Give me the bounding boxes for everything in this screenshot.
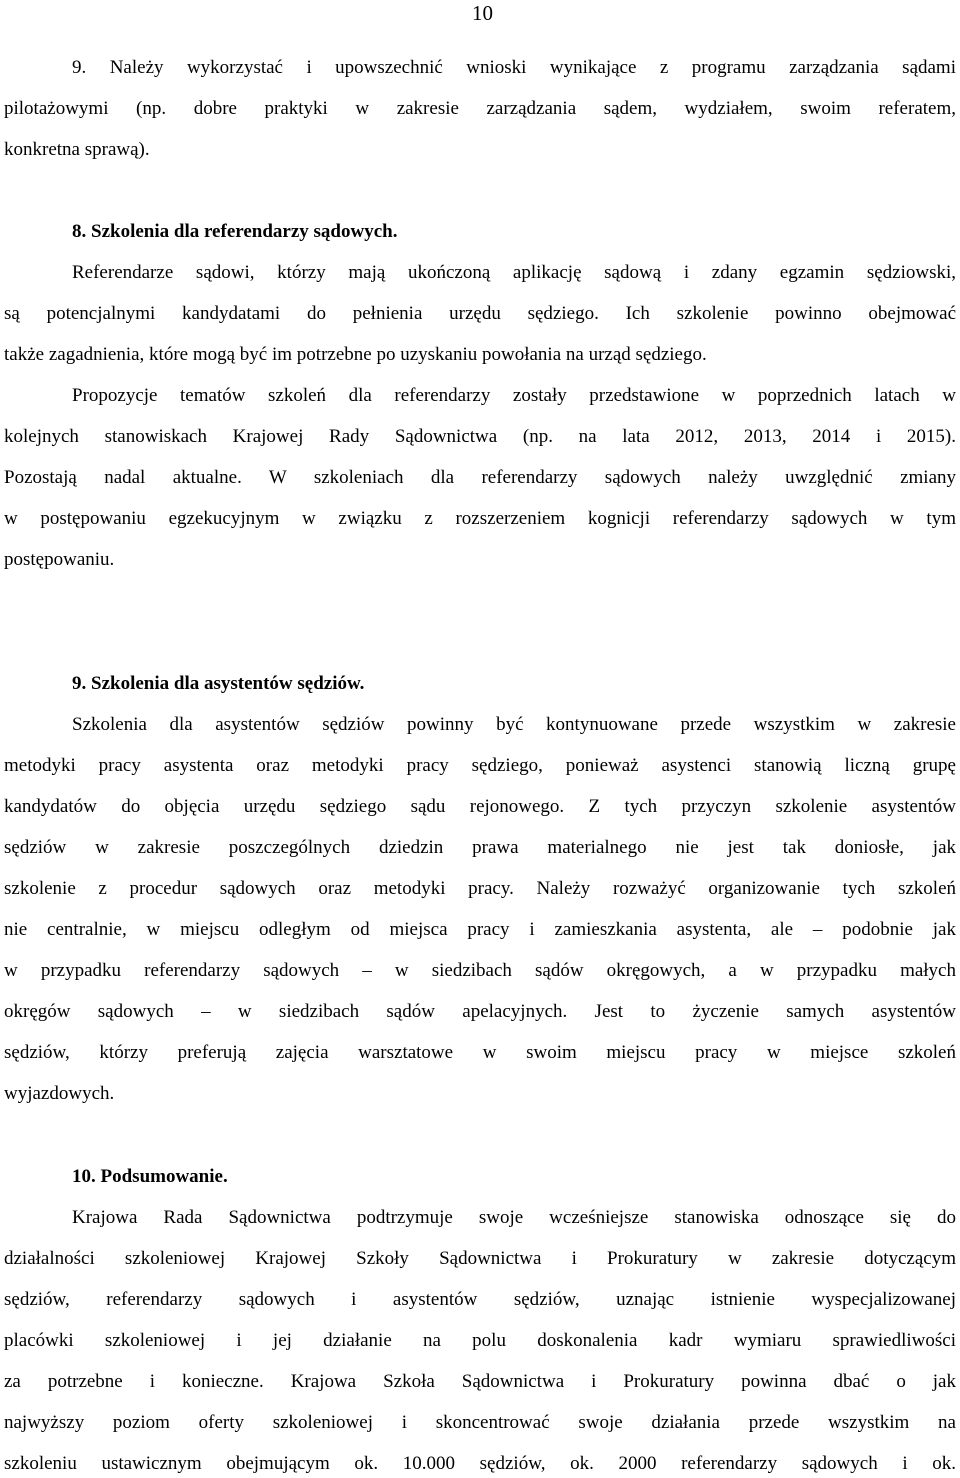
text-line: szkolenie z procedur sądowych oraz metodyki pracy. Należy rozważyć organizowanie tych szkoleń xyxy=(4,878,956,899)
text-line: najwyższy poziom oferty szkoleniowej i skoncentrować swoje działania przede wszystkim na xyxy=(4,1412,956,1433)
text-line: Pozostają nadal aktualne. W szkoleniach dla referendarzy sądowych należy uwzględnić zmiany xyxy=(4,467,956,488)
text-line: nie centralnie, w miejscu odległym od miejsca pracy i zamieszkania asystenta, ale – podobnie jak xyxy=(4,919,956,940)
text-line: postępowaniu. xyxy=(4,549,115,570)
text-line: Krajowa Rada Sądownictwa podtrzymuje swoje wcześniejsze stanowiska odnoszące się do xyxy=(72,1207,956,1228)
text-line: w postępowaniu egzekucyjnym w związku z rozszerzeniem kognicji referendarzy sądowych w tym xyxy=(4,508,956,529)
page-number: 10 xyxy=(472,1,493,25)
text-line: Propozycje tematów szkoleń dla referendarzy zostały przedstawione w poprzednich latach w xyxy=(72,385,956,406)
text-line: są potencjalnymi kandydatami do pełnienia urzędu sędziego. Ich szkolenie powinno obejmować xyxy=(4,303,956,324)
text-line: sędziów, referendarzy sądowych i asystentów sędziów, uznając istnienie wyspecjalizowanej xyxy=(4,1289,956,1310)
text-line: wyjazdowych. xyxy=(4,1083,115,1104)
text-line: Referendarze sądowi, którzy mają ukończoną aplikację sądową i zdany egzamin sędziowski, xyxy=(72,262,956,283)
text-line: działalności szkoleniowej Krajowej Szkoły Sądownictwa i Prokuratury w zakresie dotyczącym xyxy=(4,1248,956,1269)
text-line: za potrzebne i konieczne. Krajowa Szkoła Sądownictwa i Prokuratury powinna dbać o jak xyxy=(4,1371,956,1392)
text-line: Szkolenia dla asystentów sędziów powinny być kontynuowane przede wszystkim w zakresie xyxy=(72,714,956,735)
text-line: sędziów w zakresie poszczególnych dziedzin prawa materialnego nie jest tak doniosłe, jak xyxy=(4,837,956,858)
text-line: konkretna sprawą). xyxy=(4,139,150,160)
text-line: pilotażowymi (np. dobre praktyki w zakresie zarządzania sądem, wydziałem, swoim referatem, xyxy=(4,98,956,119)
text-line: kandydatów do objęcia urzędu sędziego sądu rejonowego. Z tych przyczyn szkolenie asystentów xyxy=(4,796,956,817)
text-line: kolejnych stanowiskach Krajowej Rady Sądownictwa (np. na lata 2012, 2013, 2014 i 2015). xyxy=(4,426,956,447)
text-line: 9. Należy wykorzystać i upowszechnić wnioski wynikające z programu zarządzania sądami xyxy=(72,57,956,78)
text-line: okręgów sądowych – w siedzibach sądów apelacyjnych. Jest to życzenie samych asystentów xyxy=(4,1001,956,1022)
text-line: metodyki pracy asystenta oraz metodyki pracy sędziego, ponieważ asystenci stanowią liczną grupę xyxy=(4,755,956,776)
text-line: także zagadnienia, które mogą być im potrzebne po uzyskaniu powołania na urząd sędziego. xyxy=(4,344,707,365)
text-line: szkoleniu ustawicznym obejmującym ok. 10.000 sędziów, ok. 2000 referendarzy sądowych i ok. xyxy=(4,1453,956,1474)
text-line: sędziów, którzy preferują zajęcia warsztatowe w swoim miejscu pracy w miejsce szkoleń xyxy=(4,1042,956,1063)
section-heading: 8. Szkolenia dla referendarzy sądowych. xyxy=(72,221,398,242)
section-heading: 10. Podsumowanie. xyxy=(72,1166,228,1187)
text-line: w przypadku referendarzy sądowych – w siedzibach sądów okręgowych, a w przypadku małych xyxy=(4,960,956,981)
text-line: placówki szkoleniowej i jej działanie na polu doskonalenia kadr wymiaru sprawiedliwości xyxy=(4,1330,956,1351)
section-heading: 9. Szkolenia dla asystentów sędziów. xyxy=(72,673,365,694)
